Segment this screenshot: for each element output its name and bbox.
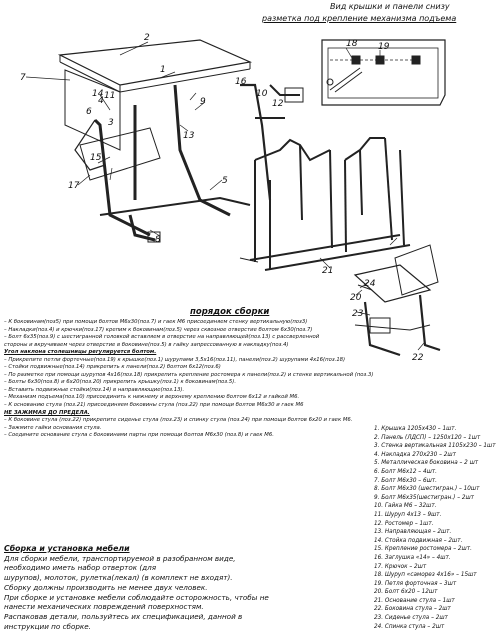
parts-list-item: 21. Основание стула – 1шт xyxy=(374,597,455,604)
instruction-step: – Соедините основание стула с боковинами парты при помощи болтов М6х30 (поз.8) и гаек М6. xyxy=(4,432,274,439)
instruction-warning: НЕ ЗАЖИМАЯ ДО ПРЕДЕЛА. xyxy=(4,409,90,416)
instruction-step: Угол наклона столешницы регулируется болтом. xyxy=(4,349,157,356)
callout-1: 1 xyxy=(160,65,166,75)
parts-list-item: 23. Сиденье стула – 2шт xyxy=(374,615,448,622)
assembly-note-line: Для сборки мебели, транспортируемой в разобранном виде, xyxy=(4,553,236,563)
callout-4: 4 xyxy=(98,96,104,106)
assembly-note-line: шурупов), молоток, рулетка(лекал) (в комплект не входят). xyxy=(4,573,233,583)
assembly-notes-title: Сборка и установка мебели xyxy=(4,544,130,553)
callout-21: 21 xyxy=(322,266,334,276)
desk-drawing xyxy=(60,40,303,242)
chair-back xyxy=(395,245,438,295)
instruction-step: – Болты 6х30(поз.8) и 6х20(поз.20) прикрепить крышку(поз.1) к боковинам(поз.5). xyxy=(4,379,237,386)
desk-top-lid xyxy=(60,40,250,85)
callout-8: 8 xyxy=(155,235,161,245)
assembly-order-title: порядок сборки xyxy=(190,307,270,317)
callout-3: 3 xyxy=(108,118,114,128)
underside-view-subtitle: разметка под крепление механизма подъема xyxy=(262,14,457,23)
assembly-note-line: Распаковав детали, пользуйтесь их спецификацией, данной в xyxy=(4,611,243,621)
instruction-step: стороны и вкручиваем через отверстие в боковине(поз.5) в гайку запрессованную в накладку(поз.4) xyxy=(4,341,289,348)
instruction-step: – К боковине стула (поз.22) прикрепите сиденье стула (поз.23) и спинку стула (поз.24) при помощи болтов 6х20 и гаек М6. xyxy=(4,417,353,424)
parts-list-item: 16. Заглушка «14» – 4шт. xyxy=(374,554,451,561)
parts-list-item: 20. Болт 6х20 – 12шт xyxy=(374,589,438,596)
callout-2: 2 xyxy=(144,33,150,43)
callout-13: 13 xyxy=(183,131,195,141)
parts-list-item: 10. Гайка М6 – 32шт. xyxy=(374,503,437,510)
parts-list-item: 17. Крючок – 2шт xyxy=(374,563,427,570)
parts-list-item: 14. Стойка подвижная – 2шт. xyxy=(374,537,463,544)
assembly-note-line: необходимо иметь набор отверток (для xyxy=(4,563,157,573)
instruction-step: – Стойки подвижные(поз.14) прикрепить к панели(поз.2) болтом 6х12(поз.6) xyxy=(4,364,221,371)
assembly-notes xyxy=(4,544,354,631)
callout-18: 18 xyxy=(346,39,358,49)
parts-list-item: 3. Стенка вертикальная 1105х230 – 1шт xyxy=(374,443,496,450)
callout-19: 19 xyxy=(378,42,390,52)
instruction-step: – По разметке при помощи шурупов 4х16(поз.18) прикрепить крепление ростомера к панели(поз.2) и стенке вертикальной (поз.3) xyxy=(4,371,374,378)
callout-22: 22 xyxy=(412,353,424,363)
parts-list-item: 18. Шуруп «саморез 4х16» – 15шт xyxy=(374,572,477,579)
callout-15: 15 xyxy=(90,153,102,163)
callout-11: 11 xyxy=(104,91,116,101)
instruction-step: – Зажмите гайки основания стула. xyxy=(4,424,102,431)
desk-rear-panel xyxy=(65,70,120,150)
parts-list-item: 13. Направляющая – 2шт. xyxy=(374,529,452,536)
parts-list-item: 7. Болт М6х30 – 6шт. xyxy=(374,477,437,484)
callout-5: 5 xyxy=(222,176,228,186)
parts-list-item: 6. Болт М6х12 – 4шт. xyxy=(374,468,437,475)
callout-24: 24 xyxy=(364,279,376,289)
instruction-step: – Болт 6х35(поз.9) с шестигранной головкой вставляем в отверстие на направляющей(поз.13) с рассверленной xyxy=(4,334,320,341)
parts-list-item: 4. Накладка 270х230 – 2шт xyxy=(374,451,456,458)
parts-list-item: 2. Панель (ЛДСП) – 1250х120 – 1шт xyxy=(374,434,481,441)
callout-9: 9 xyxy=(200,97,206,107)
instruction-step: – Прикрепите петли фортечные(поз.19) к крышке(поз.1) шурупами 3,5х16(поз.11), панели(поз.2) шурупами 4х16(поз.18) xyxy=(4,356,346,363)
callout-7: 7 xyxy=(20,73,26,83)
assembly-note-line: Сборку должны производить не менее двух человек. xyxy=(4,582,208,592)
callout-20: 20 xyxy=(350,293,362,303)
desk-side-frame-left xyxy=(95,120,150,235)
assembly-note-line: нанести механических повреждений поверхностям. xyxy=(4,602,204,612)
parts-list-item: 1. Крышка 1205х430 – 1шт. xyxy=(374,426,457,432)
callout-6: 6 xyxy=(86,107,92,117)
parts-list-item: 11. Шуруп 4х13 – 9шт. xyxy=(374,511,442,518)
callout-23: 23 xyxy=(352,309,364,319)
callout-16: 16 xyxy=(235,77,247,87)
instruction-step: – Накладки(поз.4) и крючки(поз.17) крепим к боковинам(поз.5) через сквозное отверстие болтом 6х30(поз.7) xyxy=(4,326,313,333)
callout-17: 17 xyxy=(68,181,80,191)
assembly-note-line: инструкции по сборке. xyxy=(4,621,91,631)
callout-12: 12 xyxy=(272,99,284,109)
parts-list-item: 12. Ростомер – 1шт. xyxy=(374,520,434,527)
callout-10: 10 xyxy=(256,89,268,99)
callout-14: 14 xyxy=(92,89,104,99)
parts-list-item: 15. Крепление ростомера – 2шт. xyxy=(374,546,472,553)
parts-list-item: 22. Боковина стула – 2шт xyxy=(374,606,451,613)
parts-list-item: 5. Металлическая боковина – 2 шт xyxy=(374,460,479,467)
instruction-step: – Вставить подвижные стойки(поз.14) в направляющие(поз.13). xyxy=(4,386,185,393)
parts-list xyxy=(374,425,499,631)
parts-list-item: 8. Болт М6х30 (шестигран.) – 10шт xyxy=(374,486,480,493)
parts-list-item: 24. Спинка стула – 2шт xyxy=(374,623,445,630)
instruction-list xyxy=(4,319,404,440)
parts-list-item: 19. Петля форточная – 3шт xyxy=(374,580,457,587)
instruction-step: – Механизм подъема(поз.10) присоединить к нижнему и верхнему креплению болтом 6х12 и гайкой М6. xyxy=(4,394,300,401)
assembly-note-line: При сборке и установке мебели соблюдайте осторожность, чтобы не xyxy=(4,592,269,602)
parts-list-item: 9. Болт М6х35(шестигран.) – 2шт xyxy=(374,494,474,501)
instruction-step: – К основанию стула (поз.21) присоединяем боковины стула (поз.22) при помощи болтов М6х30 и гаек М6 xyxy=(4,402,304,409)
underside-view-title: Вид крышки и панели снизу xyxy=(330,2,450,11)
instruction-step: – К боковинам(поз5) при помощи болтов М6х30(поз.7) и гаек М6 присоединяем стенку вертикальную(поз3) xyxy=(4,319,308,325)
